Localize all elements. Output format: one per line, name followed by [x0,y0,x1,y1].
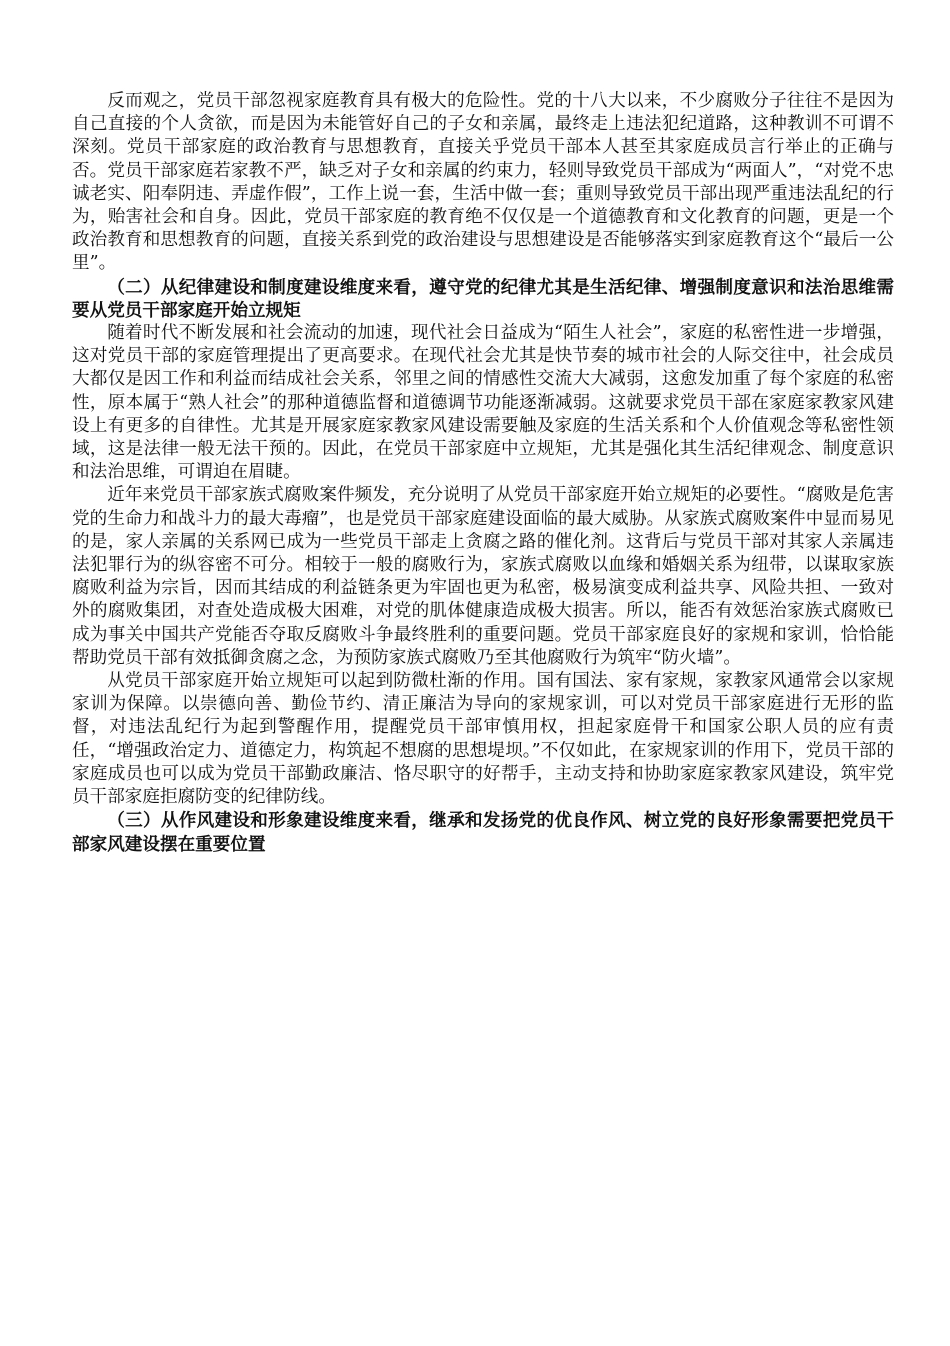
paragraph-family-rules: 从党员干部家庭开始立规矩可以起到防微杜渐的作用。国有国法、家有家规，家教家风通常会以家规家训为保障。以崇德向善、勤俭节约、清正廉洁为导向的家规家训，可以对党员干部家庭进行无形的监督，对违法乱纪行为起到警醒作用，提醒党员干部审慎用权，担起家庭骨干和国家公职人员的应有责任，“增强政治定力、道德定力，构筑起不想腐的思想堤坝。”不仅如此，在家规家训的作用下，党员干部的家庭成员也可以成为党员干部勤政廉洁、恪尽职守的好帮手，主动支持和协助家庭家教家风建设，筑牢党员干部家庭拒腐防变的纪律防线。 [72,671,894,808]
section-heading-discipline: （二）从纪律建设和制度建设维度来看，遵守党的纪律尤其是生活纪律、增强制度意识和法治思维需要从党员干部家庭开始立规矩 [72,276,894,321]
paragraph-stranger-society: 随着时代不断发展和社会流动的加速，现代社会日益成为“陌生人社会”，家庭的私密性进一步增强，这对党员干部的家庭管理提出了更高要求。在现代社会尤其是快节奏的城市社会的人际交往中，社会成员大都仅是因工作和利益而结成社会关系，邻里之间的情感性交流大大减弱，这愈发加重了每个家庭的私密性，原本属于“熟人社会”的那种道德监督和道德调节功能逐渐减弱。这就要求党员干部在家庭家教家风建设上有更多的自律性。尤其是开展家庭家教家风建设需要触及家庭的生活关系和个人价值观念等私密性领域，这是法律一般无法干预的。因此，在党员干部家庭中立规矩，尤其是强化其生活纪律观念、制度意识和法治思维，可谓迫在眉睫。 [72,323,894,483]
paragraph-family-education-danger: 反而观之，党员干部忽视家庭教育具有极大的危险性。党的十八大以来，不少腐败分子往往不是因为自己直接的个人贪欲，而是因为未能管好自己的子女和亲属，最终走上违法犯纪道路，这种教训不可谓不深刻。党员干部家庭的政治教育与思想教育，直接关乎党员干部本人甚至其家庭成员言行举止的正确与否。党员干部家庭若家教不严，缺乏对子女和亲属的约束力，轻则导致党员干部成为“两面人”，“对党不忠诚老实、阳奉阴违、弄虚作假”，工作上说一套，生活中做一套；重则导致党员干部出现严重违法乱纪的行为，贻害社会和自身。因此，党员干部家庭的教育绝不仅仅是一个道德教育和文化教育的问题，更是一个政治教育和思想教育的问题，直接关系到党的政治建设与思想建设是否能够落实到家庭教育这个“最后一公里”。 [72,91,894,274]
section-heading-style: （三）从作风建设和形象建设维度来看，继承和发扬党的优良作风、树立党的良好形象需要把党员干部家风建设摆在重要位置 [72,810,894,855]
document-page [72,90,894,856]
paragraph-family-corruption: 近年来党员干部家族式腐败案件频发，充分说明了从党员干部家庭开始立规矩的必要性。“腐败是危害党的生命力和战斗力的最大毒瘤”，也是党员干部家庭建设面临的最大威胁。从家族式腐败案件中显而易见的是，家人亲属的关系网已成为一些党员干部走上贪腐之路的催化剂。这背后与党员干部对其家人亲属违法犯罪行为的纵容密不可分。相较于一般的腐败行为，家族式腐败以血缘和婚姻关系为纽带，以谋取家族腐败利益为宗旨，因而其结成的利益链条更为牢固也更为私密，极易演变成利益共享、风险共担、一致对外的腐败集团，对查处造成极大困难，对党的肌体健康造成极大损害。所以，能否有效惩治家族式腐败已成为事关中国共产党能否夺取反腐败斗争最终胜利的重要问题。党员干部家庭良好的家规和家训，恰恰能帮助党员干部有效抵御贪腐之念，为预防家族式腐败乃至其他腐败行为筑牢“防火墙”。 [72,485,894,668]
